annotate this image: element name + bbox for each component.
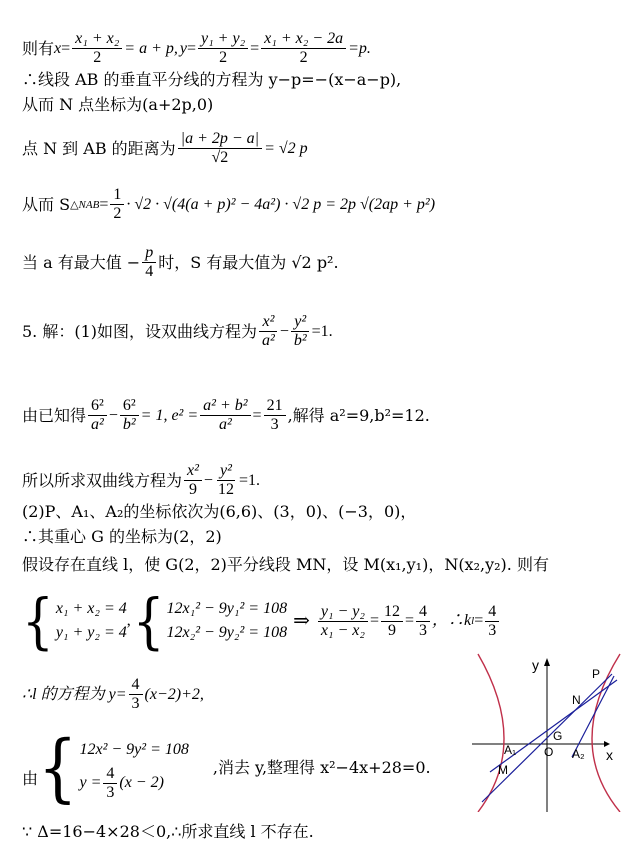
fraction-x-2a: $\frac{\text{x₁ + x₂ − 2a}}{2}$	[261, 30, 346, 67]
text-tail: 时，S 有最大值为 √2 p².	[158, 252, 339, 272]
label-g: G	[553, 729, 563, 743]
line-15	[22, 723, 431, 812]
hyperbola-left-branch	[478, 654, 504, 812]
text: 由已知得	[22, 405, 87, 425]
left-brace: {	[22, 586, 54, 656]
line-7: 5. 解：(1)如图，设双曲线方程为 x² a² − $\frac{\text{y²}}{\text{b²}}$ =1.	[22, 313, 333, 349]
label-m: M	[498, 763, 508, 777]
line-6	[22, 244, 339, 281]
line-5: 从而 S △NAB = $\frac{1}{2}$ · √2 · √(4(a + p)² − 4a²) · √2 p = 2p √(2ap + p²)	[22, 186, 436, 222]
var-x: x	[54, 39, 62, 57]
text: (2)P、A₁、A₂的坐标依次为(6,6)、(3，0)、(−3，0)，	[22, 502, 417, 521]
system-hyperbola: 12x₁² − 9y₁² = 108 12x₂² − 9y₂² = 108	[166, 600, 288, 641]
frac-6a: 6² a²	[88, 397, 107, 434]
system-sum: x₁ + x₂ = 4 y₁ + y₂ = 4	[55, 600, 127, 641]
label-x: x	[606, 747, 613, 763]
y-axis-arrow	[544, 658, 550, 666]
text: 由	[22, 769, 39, 788]
y2-over-12: $\frac{\text{y²}}{12}$	[217, 462, 234, 498]
half-fraction: $\frac{1}{2}$	[110, 186, 124, 223]
line-10	[22, 502, 416, 522]
text: 5. 解：(1)如图，设双曲线方程为	[22, 321, 258, 341]
text: 点 N 到 AB 的距离为	[22, 138, 176, 158]
left-brace-2: {	[132, 586, 165, 656]
text: ∵ Δ=16−4×28＜0,∴所求直线 l 不存在.	[22, 822, 314, 841]
p-over-4: $\frac{p}{4}$	[142, 244, 156, 281]
label-a2: A₂	[572, 747, 585, 761]
area-expression: · √2 · √(4(a + p)² − 4a²) · √2 p = 2p √(2ap + p²)	[126, 195, 436, 213]
distance-fraction: $\frac{|a + 2p - a|}{√2}$	[178, 130, 262, 167]
line-1: 则有 x = $\frac{\text{x₁ + x₂}}{2}$ = a + p, y = $\frac{\text{y₁ + y₂}}{2}$ = $\frac{\text{x₁ + x₂ − 2a}}{2}$ =p.	[22, 30, 371, 66]
line-12	[22, 555, 549, 575]
distance-result: = √2 p	[264, 139, 308, 157]
left-brace-3: {	[38, 723, 78, 812]
y2-over-b2: $\frac{\text{y²}}{\text{b²}}$	[291, 313, 310, 350]
hyperbola-figure	[472, 652, 632, 812]
subscript: △NAB	[70, 198, 100, 211]
line-11	[22, 527, 222, 547]
label-a1: A₁	[504, 743, 517, 757]
text-tail: (x−2)+2,	[144, 685, 204, 703]
text: ∴线段 AB 的垂直平分线的方程为 y−p=−(x−a−p),	[22, 70, 402, 89]
var-y: y	[179, 39, 187, 57]
label-n: N	[572, 693, 581, 707]
result-text: ,解得 a²=9,b²=12.	[287, 405, 430, 425]
result-text: ,消去 y,整理得 x²−4x+28=0.	[212, 758, 431, 777]
frac-12-9: $\frac{12}{9}$	[381, 603, 403, 640]
frac-kl: $\frac{4}{3}$	[485, 603, 499, 640]
line-4	[22, 130, 308, 167]
text: 所以所求双曲线方程为	[22, 470, 183, 490]
frac-21-3: $\frac{21}{3}$	[264, 397, 286, 434]
text: 从而 N 点坐标为(a+2p,0)	[22, 95, 214, 114]
text: ∴l 的方程为 y=	[22, 685, 127, 703]
line-2	[22, 70, 401, 90]
line-8: 由已知得 6² a² − $\frac{\text{6²}}{\text{b²}}$ = 1, e² = $\frac{\text{a² + b²}}{\text{a²}}$ = $\frac{21}{3}$ ,解得 a²=9,b²=12.	[22, 397, 430, 433]
line-13: { x₁ + x₂ = 4 y₁ + y₂ = 4 , { 12x₁² − 9y₁² = 108 12x₂² − 9y₂² = 108 ⇒ $\frac{\text{y₁ − y₂}}{\text{x₁ − x₂}}$ = $\frac{12}{9}$ = $\frac{4}{3}$ ，∴k l = $\frac{4}{3}$	[22, 595, 501, 647]
x2-over-a2: x² a²	[259, 313, 278, 350]
frac-4-3: $\frac{4}{3}$	[416, 603, 430, 640]
line-pa1	[490, 680, 617, 772]
text: 则有	[22, 38, 55, 58]
frac-4-3-line: $\frac{4}{3}$	[129, 676, 143, 713]
system-substitute: 12x² − 9y² = 108 y = $\frac{4}{3}$ (x − 2)	[79, 740, 189, 801]
text: 假设存在直线 l，使 G(2，2)平分线段 MN，设 M(x₁,y₁)，N(x₂,y₂). 则有	[22, 555, 549, 574]
fraction-y-mid: $\frac{\text{y₁ + y₂}}{2}$	[198, 30, 248, 67]
text: 从而 S	[22, 194, 71, 214]
frac-6b: $\frac{\text{6²}}{\text{b²}}$	[120, 397, 139, 434]
text: 当 a 有最大值 −	[22, 252, 141, 272]
label-o: O	[544, 745, 554, 759]
label-y: y	[532, 657, 539, 673]
label-p: P	[592, 667, 601, 681]
x2-over-9: x² 9	[184, 462, 202, 499]
frac-e2: $\frac{\text{a² + b²}}{\text{a²}}$	[200, 397, 250, 434]
line-9: 所以所求双曲线方程为 x² 9 − $\frac{\text{y²}}{12}$ =1.	[22, 462, 260, 498]
eq-text: = a + p,	[124, 39, 178, 57]
slope-fraction: $\frac{\text{y₁ − y₂}}{\text{x₁ − x₂}}$	[318, 603, 368, 640]
line-16	[22, 822, 314, 842]
line-3	[22, 95, 213, 115]
line-14	[22, 676, 204, 713]
fraction-x-mid: $\frac{\text{x₁ + x₂}}{2}$	[72, 30, 122, 67]
text: ∴其重心 G 的坐标为(2，2)	[22, 527, 222, 546]
